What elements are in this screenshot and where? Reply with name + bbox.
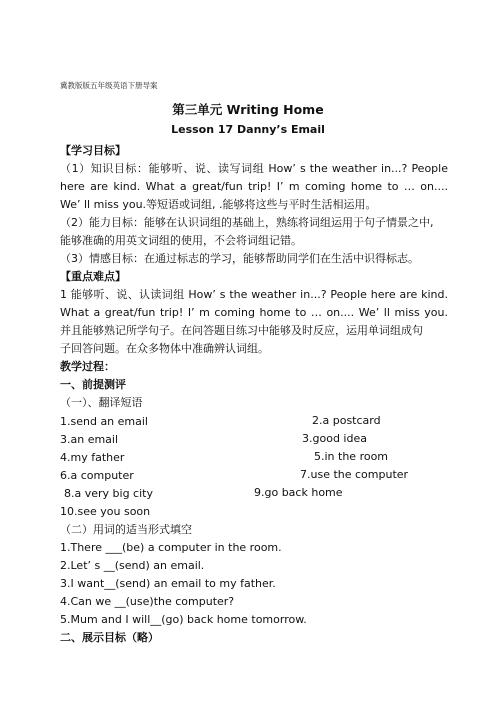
objectives-heading: 【学习目标】 xyxy=(60,144,126,157)
key-point-line: 1 能够听、说、认读词组 How’ s the weather in...? People here are kind. xyxy=(60,288,448,301)
section2-heading: 二、展示目标（略） xyxy=(60,631,159,644)
objective-line: here are kind. What a great/fun trip! I’ m coming home to … on.... xyxy=(60,180,448,193)
phrase-item: 1.send an email xyxy=(60,415,148,428)
phrase-item: 4.my father xyxy=(60,451,125,464)
section1-heading: 一、前提测评 xyxy=(60,378,126,391)
fill-blank-item: 5.Mum and I will__(go) back home tomorrow. xyxy=(60,613,307,626)
objective-line: We’ ll miss you.等短语或词组, .能够将这些与平时生活相运用。 xyxy=(60,198,377,211)
phrase-item: 7.use the computer xyxy=(300,468,409,481)
unit-title: 第三单元 Writing Home xyxy=(172,102,324,117)
process-heading: 教学过程： xyxy=(60,360,115,373)
document-header: 冀教版版五年级英语下册导案 xyxy=(60,81,158,90)
fill-blank-item: 4.Can we __(use)the computer? xyxy=(60,595,235,608)
fill-blank-heading: （二）用词的适当形式填空 xyxy=(60,523,192,536)
fill-blank-item: 3.I want__(send) an email to my father. xyxy=(60,577,276,590)
key-point-line: 并且能够熟记所学句子。在问答题目练习中能够及时反应，运用单词组成句 xyxy=(60,324,423,337)
objective-line: （2）能力目标：能够在认识词组的基础上，熟练将词组运用于句子情景之中, xyxy=(60,216,434,229)
phrase-item: 6.a computer xyxy=(60,469,134,482)
phrase-item: 8.a very big city xyxy=(64,487,153,500)
objective-line: （3）情感目标：在通过标志的学习，能够帮助同学们在生活中识得标志。 xyxy=(60,252,419,265)
phrase-item: 3.good idea xyxy=(302,432,367,445)
objective-line: 能够准确的用英文词组的使用，不会将词组记错。 xyxy=(60,234,302,247)
phrase-item: 10.see you soon xyxy=(60,505,151,518)
key-points-heading: 【重点难点】 xyxy=(60,270,126,283)
phrase-item: 9.go back home xyxy=(254,486,343,499)
lesson-title: Lesson 17 Danny’s Email xyxy=(171,123,325,136)
objective-line: （1）知识目标：能够听、说、读写词组 How’ s the weather in...? People xyxy=(60,162,448,175)
key-point-line: What a great/fun trip! I’ m coming home to … on.... We’ ll miss you. xyxy=(60,306,448,319)
phrase-item: 2.a postcard xyxy=(312,414,381,427)
phrase-item: 5.in the room xyxy=(314,450,389,463)
phrase-item: 3.an email xyxy=(60,433,119,446)
key-point-line: 子回答问题。在众多物体中准确辨认词组。 xyxy=(60,342,269,355)
fill-blank-item: 1.There ___(be) a computer in the room. xyxy=(60,541,282,554)
translate-heading: （一）、翻译短语 xyxy=(60,396,143,409)
fill-blank-item: 2.Let’ s __(send) an email. xyxy=(60,559,205,572)
